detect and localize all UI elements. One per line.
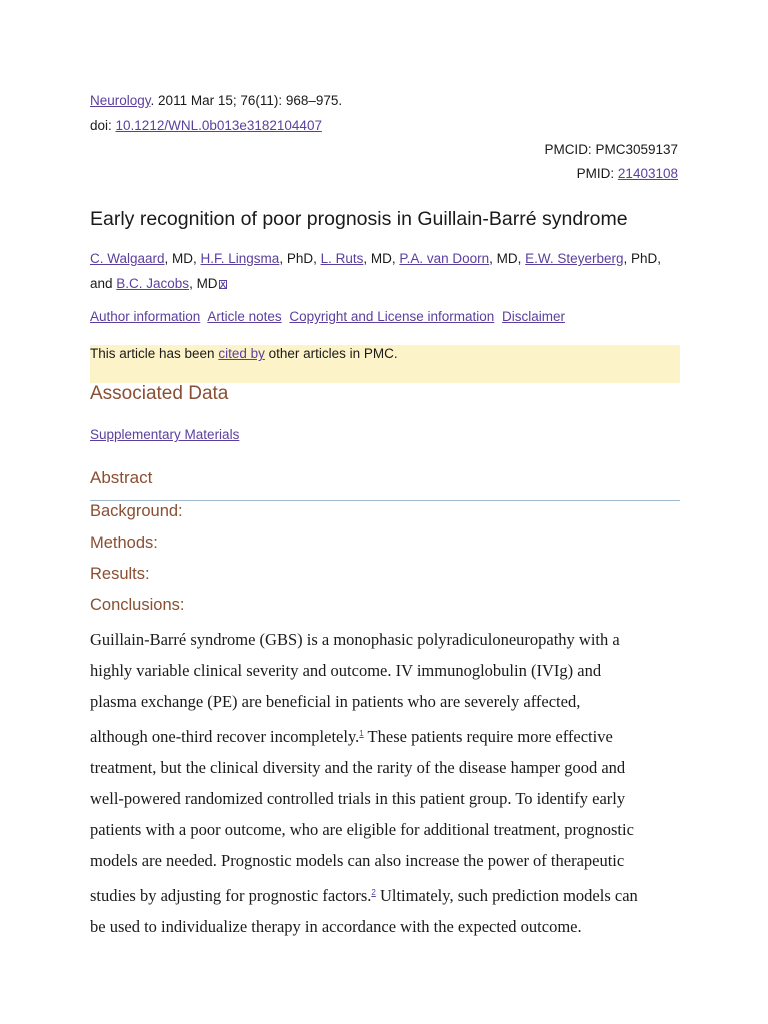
doi-line — [90, 117, 322, 135]
author-suffix: , PhD, and — [90, 251, 661, 291]
author-suffix: , MD, — [489, 251, 526, 266]
disclaimer-link[interactable]: Disclaimer — [502, 309, 566, 324]
reference-link[interactable]: 1 — [359, 728, 364, 738]
author-link[interactable]: L. Ruts — [320, 251, 364, 266]
paragraph-line: patients with a poor outcome, who are eligible for additional treatment, prognostic — [90, 820, 634, 840]
notice-text-before: This article has been — [90, 346, 219, 361]
paragraph-line: Guillain-Barré syndrome (GBS) is a monophasic polyradiculoneuropathy with a — [90, 630, 620, 649]
email-icon[interactable] — [219, 280, 227, 289]
paragraph-line: well-powered randomized controlled trials in this patient group. To identify early — [90, 789, 626, 809]
article-notes-link[interactable]: Article notes — [207, 309, 282, 324]
section-results: Results: — [90, 565, 150, 583]
author-link[interactable]: E.W. Steyerberg — [525, 251, 624, 266]
paragraph-text: studies by adjusting for prognostic factors. — [90, 885, 372, 905]
author-link[interactable]: P.A. van Doorn — [399, 251, 490, 266]
pmid-line — [577, 165, 678, 183]
associated-data-heading: Associated Data — [90, 383, 229, 404]
paragraph-line: be used to individualize therapy in accordance with the expected outcome. — [90, 916, 582, 936]
citation-details: . 2011 Mar 15; 76(11): 968–975. — [150, 93, 343, 108]
paragraph-line: models are needed. Prognostic models can also increase the power of therapeutic — [90, 851, 625, 871]
doi-prefix: doi: — [90, 118, 116, 133]
pmid-label: PMID: — [576, 166, 618, 181]
supplementary-materials-line — [90, 426, 239, 444]
author-suffix: , MD, — [164, 251, 201, 266]
citation-journal-line — [90, 92, 342, 110]
cited-by-notice — [90, 345, 680, 383]
article-title: Early recognition of poor prognosis in Guillain-Barré syndrome — [90, 208, 628, 230]
paragraph-text: Ultimately, such prediction models can — [375, 885, 638, 905]
paragraph-line: treatment, but the clinical diversity and the rarity of the disease hamper good and — [90, 757, 626, 777]
pmcid-line: PMCID: PMC3059137 — [544, 142, 678, 157]
author-information-link[interactable]: Author information — [90, 309, 201, 324]
intro-paragraph — [90, 624, 690, 942]
cited-by-link[interactable]: cited by — [218, 346, 265, 361]
notice-text-after: other articles in PMC. — [264, 346, 398, 361]
author-suffix: , MD, — [363, 251, 400, 266]
paragraph-text: although one-third recover incompletely. — [90, 726, 360, 746]
section-conclusions: Conclusions: — [90, 596, 185, 614]
paragraph-line — [90, 718, 690, 752]
section-background: Background: — [90, 502, 183, 520]
section-methods: Methods: — [90, 534, 158, 552]
article-info-links — [90, 308, 569, 326]
paragraph-text: These patients require more effective — [363, 726, 613, 746]
paragraph-line: plasma exchange (PE) are beneficial in patients who are severely affected, — [90, 692, 581, 712]
author-suffix: , PhD, — [279, 251, 321, 266]
journal-link[interactable]: Neurology — [90, 93, 151, 108]
author-list — [90, 246, 680, 296]
author-link[interactable]: H.F. Lingsma — [200, 251, 280, 266]
paragraph-line: highly variable clinical severity and outcome. IV immunoglobulin (IVIg) and — [90, 661, 602, 681]
abstract-heading: Abstract — [90, 468, 153, 487]
doi-link[interactable]: 10.1212/WNL.0b013e3182104407 — [115, 118, 322, 133]
author-link[interactable]: B.C. Jacobs — [116, 276, 190, 291]
paragraph-line — [90, 877, 690, 911]
reference-link[interactable]: 2 — [371, 887, 376, 897]
author-link[interactable]: C. Walgaard — [90, 251, 165, 266]
pmid-link[interactable]: 21403108 — [617, 166, 678, 181]
author-suffix: , MD — [189, 276, 218, 291]
copyright-license-link[interactable]: Copyright and License information — [289, 309, 495, 324]
supplementary-materials-link[interactable]: Supplementary Materials — [90, 427, 240, 442]
